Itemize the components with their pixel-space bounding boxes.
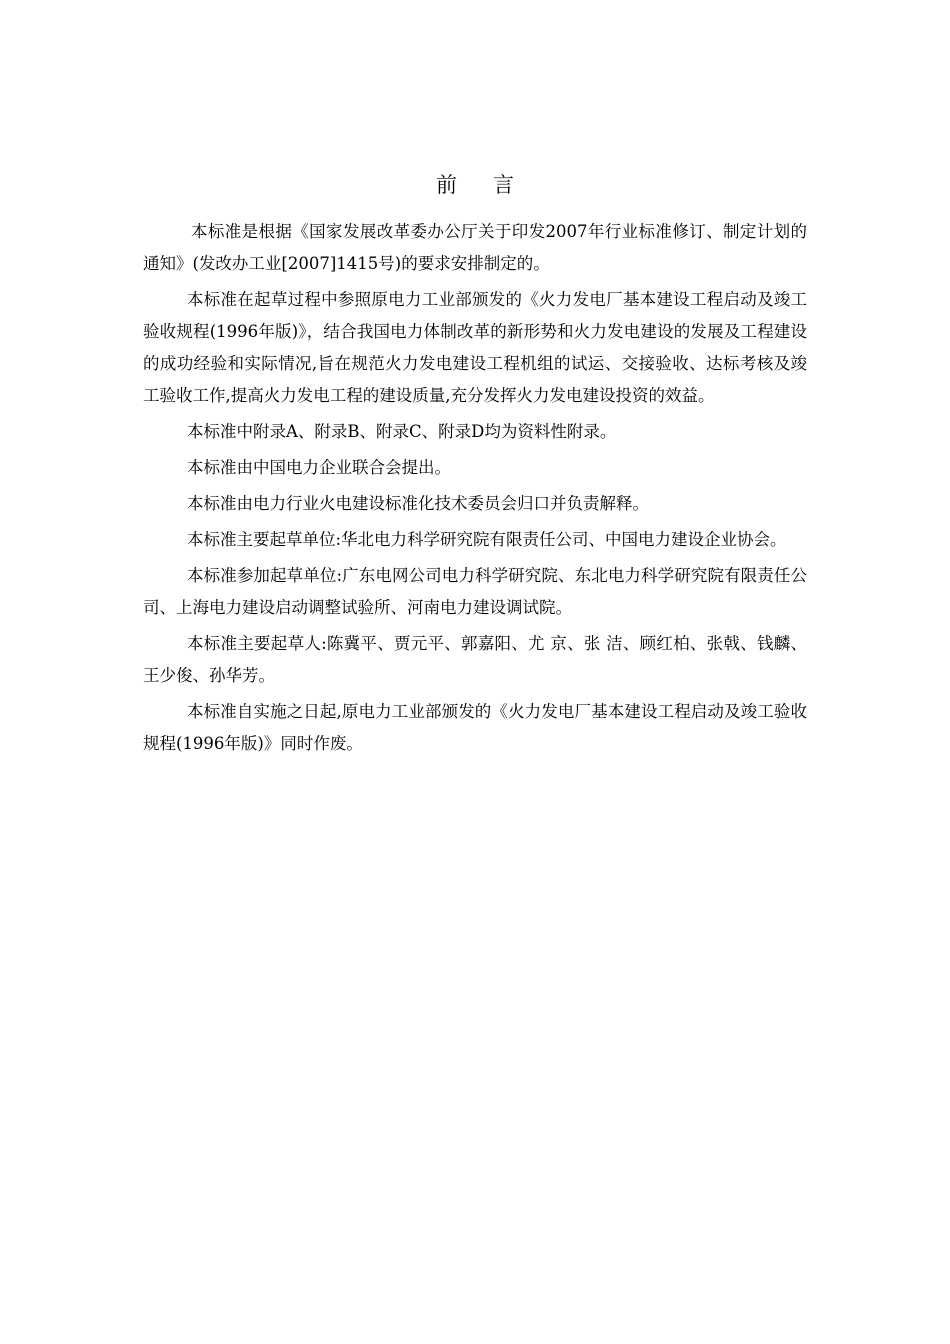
page-title-char-1: 前 (436, 173, 457, 197)
paragraph-proposer: 本标准由中国电力企业联合会提出。 (187, 458, 451, 477)
paragraph-reference: 本标准在起草过程中参照原电力工业部颁发的《火力发电厂基本建设工程启动及竣工验收规程(1996年版)》，结合我国电力体制改革的新形势和火力发电建设的发展及工程建设的成功经验和实际情况,旨在规范火力发电建设工程机组的试运、交接验收、达标考核及竣工验收工作,提高火力发电工程的建设质量,充分发挥火力发电建设投资的效益。 (143, 290, 807, 405)
preface-body (143, 216, 807, 764)
paragraph-main-drafting-units: 本标准主要起草单位:华北电力科学研究院有限责任公司、中国电力建设企业协会。 (187, 530, 787, 549)
page-title-char-2: 言 (493, 173, 514, 197)
paragraph-main-drafters: 本标准主要起草人:陈冀平、贾元平、郭嘉阳、尤 京、张 洁、顾红柏、张戟、钱麟、王少俊、孙华芳。 (143, 634, 807, 685)
paragraph-supersession: 本标准自实施之日起,原电力工业部颁发的《火力发电厂基本建设工程启动及竣工验收规程(1996年版)》同时作废。 (143, 702, 807, 753)
paragraph-participating-units: 本标准参加起草单位:广东电网公司电力科学研究院、东北电力科学研究院有限责任公司、上海电力建设启动调整试验所、河南电力建设调试院。 (143, 566, 807, 617)
paragraph-appendices: 本标准中附录A、附录B、附录C、附录D均为资料性附录。 (187, 422, 617, 441)
paragraph-basis: 本标准是根据《国家发展改革委办公厅关于印发2007年行业标准修订、制定计划的通知》(发改办工业[2007]1415号)的要求安排制定的。 (143, 222, 807, 273)
paragraph-responsible-committee: 本标准由电力行业火电建设标准化技术委员会归口并负责解释。 (187, 494, 649, 513)
page-title (0, 170, 950, 200)
